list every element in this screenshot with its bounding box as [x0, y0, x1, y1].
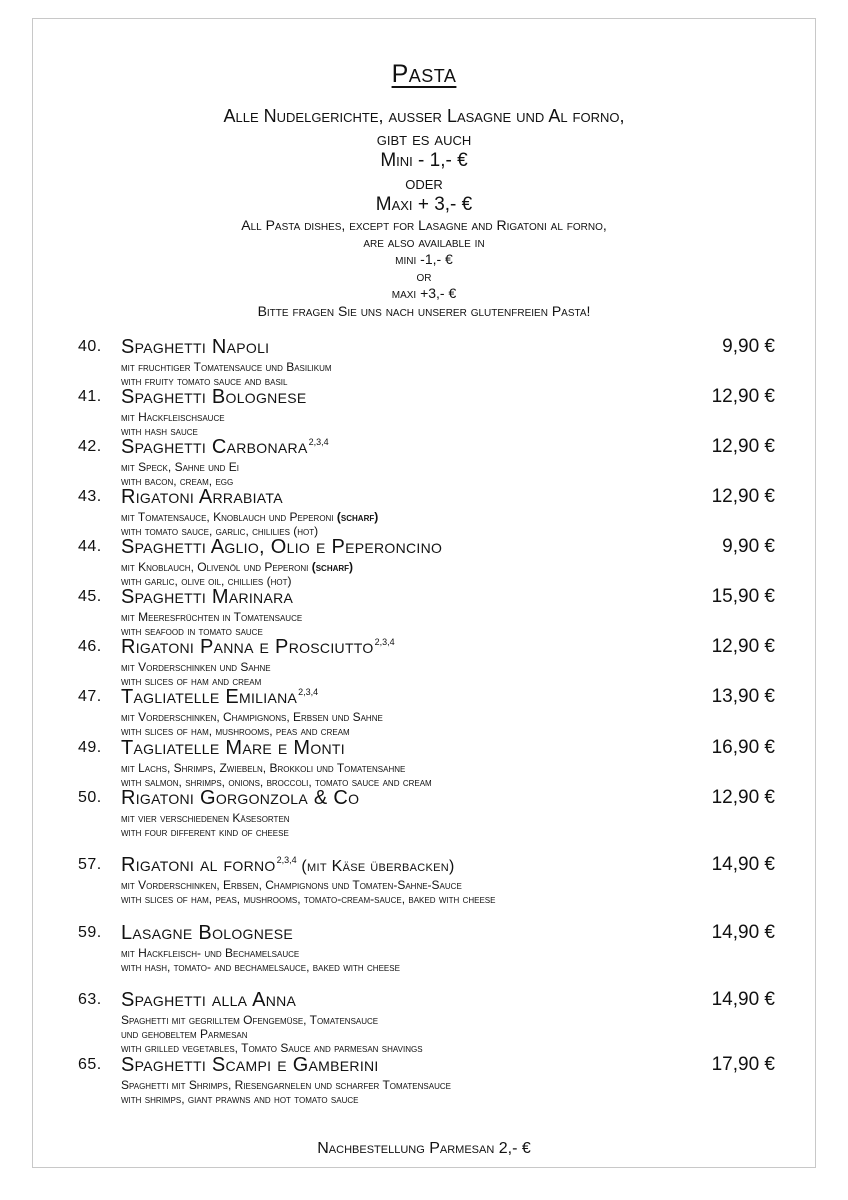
item-price: 16,90 €	[711, 737, 775, 758]
item-name-text: Spaghetti Scampi e Gamberini	[121, 1054, 379, 1076]
item-number: 43.	[78, 488, 102, 505]
item-name	[121, 989, 296, 1012]
item-name	[121, 636, 395, 659]
item-number: 59.	[78, 924, 102, 941]
item-name	[121, 737, 345, 760]
item-price: 9,90 €	[722, 336, 775, 357]
item-description	[121, 878, 462, 892]
item-price: 14,90 €	[711, 854, 775, 875]
footer-note: Nachbestellung Parmesan 2,- €	[317, 1140, 531, 1157]
item-description	[121, 410, 225, 424]
item-description	[121, 1041, 423, 1055]
item-price: 12,90 €	[711, 787, 775, 808]
item-description	[121, 1013, 378, 1027]
item-name-text: Rigatoni al forno	[121, 854, 276, 876]
item-description-text: mit Vorderschinken und Sahne	[121, 660, 271, 674]
item-number: 41.	[78, 388, 102, 405]
item-number: 46.	[78, 638, 102, 655]
item-number: 47.	[78, 688, 102, 705]
item-name-text: Tagliatelle Emiliana	[121, 686, 298, 708]
intro-en-line-2: are also available in	[363, 234, 485, 250]
item-name-text: Rigatoni Arrabiata	[121, 486, 283, 508]
item-price: 14,90 €	[711, 989, 775, 1010]
item-name-text: Spaghetti Marinara	[121, 586, 294, 608]
allergen-codes: 2,3,4	[308, 437, 329, 448]
item-description	[121, 811, 290, 825]
item-name	[121, 536, 442, 559]
item-number: 45.	[78, 588, 102, 605]
intro-de-line-2: gibt es auch	[376, 129, 472, 149]
intro-or: or	[416, 268, 432, 284]
intro-en-line-1: All Pasta dishes, except for Lasagne and Rigatoni al forno,	[241, 217, 607, 233]
item-description	[121, 510, 378, 524]
item-name	[121, 1054, 379, 1077]
item-description-text: Spaghetti mit gegrilltem Ofengemüse, Tomatensauce	[121, 1013, 379, 1027]
item-number: 42.	[78, 438, 102, 455]
item-description-text: und gehobeltem Parmesan	[121, 1027, 248, 1041]
item-description-text: with fruity tomato sauce and basil	[121, 374, 288, 388]
allergen-codes: 2,3,4	[276, 855, 297, 866]
item-number: 57.	[78, 856, 102, 873]
item-description	[121, 660, 271, 674]
item-name	[121, 922, 293, 945]
item-description-text: with slices of ham, peas, mushrooms, tomato-cream-sauce, baked with cheese	[121, 892, 496, 906]
item-name-text: Rigatoni Gorgonzola & Co	[121, 787, 360, 809]
item-price: 12,90 €	[711, 386, 775, 407]
item-description-text: with tomato sauce, garlic, chililies (hot)	[121, 524, 319, 538]
intro-mini-de: Mini - 1,- €	[380, 150, 468, 171]
item-description	[121, 1027, 248, 1041]
item-description-text: mit Knoblauch, Olivenöl und Peperoni	[121, 560, 309, 574]
item-description-text: with slices of ham and cream	[121, 674, 262, 688]
item-description-text: with grilled vegetables, Tomato Sauce and parmesan shavings	[121, 1041, 423, 1055]
page-title: Pasta	[391, 60, 457, 88]
item-name-text: Spaghetti Bolognese	[121, 386, 307, 408]
item-price: 17,90 €	[711, 1054, 775, 1075]
item-description	[121, 825, 289, 839]
item-description	[121, 360, 332, 374]
item-description-text: with shrimps, giant prawns and hot tomato sauce	[121, 1092, 359, 1106]
item-name-text: Spaghetti Carbonara	[121, 436, 308, 458]
item-number: 44.	[78, 538, 102, 555]
item-description-text: mit Tomatensauce, Knoblauch und Peperoni	[121, 510, 334, 524]
item-description	[121, 1092, 359, 1106]
item-name-note: (mit Käse überbacken)	[296, 858, 455, 875]
item-description	[121, 892, 495, 906]
item-name	[121, 336, 269, 359]
item-description	[121, 610, 302, 624]
item-description	[121, 560, 353, 574]
item-name	[121, 787, 359, 810]
intro-de-line-1: Alle Nudelgerichte, ausser Lasagne und Al forno,	[223, 106, 625, 126]
item-number: 65.	[78, 1056, 102, 1073]
item-description-text: with four different kind of cheese	[121, 825, 289, 839]
item-description-text: mit Hackfleischsauce	[121, 410, 225, 424]
intro-oder: oder	[405, 173, 443, 193]
item-price: 14,90 €	[711, 922, 775, 943]
item-description	[121, 960, 400, 974]
item-description-text: mit Vorderschinken, Erbsen, Champignons und Tomaten-Sahne-Sauce	[121, 878, 462, 892]
item-description	[121, 946, 299, 960]
item-name	[121, 436, 329, 459]
item-name-text: Spaghetti alla Anna	[121, 989, 297, 1011]
allergen-codes: 2,3,4	[374, 637, 395, 648]
item-name-text: Spaghetti Napoli	[121, 336, 270, 358]
spicy-note: (scharf)	[336, 510, 379, 524]
intro-mini-en: mini -1,- €	[395, 251, 453, 267]
item-description-text: with hash, tomato- and bechamelsauce, baked with cheese	[121, 960, 400, 974]
item-description-text: mit Hackfleisch- und Bechamelsauce	[121, 946, 300, 960]
item-description-text: mit Lachs, Shrimps, Zwiebeln, Brokkoli und Tomatensahne	[121, 761, 406, 775]
item-description-text: mit Speck, Sahne und Ei	[121, 460, 240, 474]
item-description-text: with seafood in tomato sauce	[121, 624, 263, 638]
intro-maxi-de: Maxi + 3,- €	[375, 194, 473, 215]
item-name-text: Tagliatelle Mare e Monti	[121, 737, 345, 759]
item-description-text: with slices of ham, mushrooms, peas and cream	[121, 724, 350, 738]
item-number: 63.	[78, 991, 102, 1008]
item-description-text: with bacon, cream, egg	[121, 474, 234, 488]
item-description-text: mit fruchtiger Tomatensauce und Basilikum	[121, 360, 332, 374]
allergen-codes: 2,3,4	[298, 687, 319, 698]
item-price: 9,90 €	[722, 536, 775, 557]
item-price: 15,90 €	[711, 586, 775, 607]
item-description	[121, 761, 405, 775]
item-description-text: with garlic, olive oil, chillies (hot)	[121, 574, 292, 588]
item-description-text: with salmon, shrimps, onions, broccoli, tomato sauce and cream	[121, 775, 432, 789]
item-description-text: with hash sauce	[121, 424, 198, 438]
item-price: 12,90 €	[711, 436, 775, 457]
item-description	[121, 460, 239, 474]
item-name	[121, 854, 455, 877]
item-name-text: Rigatoni Panna e Prosciutto	[121, 636, 374, 658]
item-name	[121, 486, 283, 509]
item-description	[121, 1078, 451, 1092]
item-description-text: mit Vorderschinken, Champignons, Erbsen und Sahne	[121, 710, 383, 724]
item-price: 12,90 €	[711, 486, 775, 507]
intro-gluten-note: Bitte fragen Sie uns nach unserer glutenfreien Pasta!	[257, 303, 591, 319]
item-number: 50.	[78, 789, 102, 806]
item-name-text: Lasagne Bolognese	[121, 922, 294, 944]
item-description-text: Spaghetti mit Shrimps, Riesengarnelen und scharfer Tomatensauce	[121, 1078, 451, 1092]
item-description	[121, 724, 350, 738]
item-name	[121, 386, 306, 409]
intro-maxi-en: maxi +3,- €	[391, 285, 457, 301]
item-name	[121, 686, 318, 709]
item-description-text: mit Meeresfrüchten in Tomatensauce	[121, 610, 303, 624]
spicy-note: (scharf)	[311, 560, 354, 574]
item-price: 13,90 €	[711, 686, 775, 707]
item-name	[121, 586, 293, 609]
item-number: 49.	[78, 739, 102, 756]
item-number: 40.	[78, 338, 102, 355]
item-name-text: Spaghetti Aglio, Olio e Peperoncino	[121, 536, 443, 558]
item-description-text: mit vier verschiedenen Käsesorten	[121, 811, 290, 825]
item-description	[121, 710, 383, 724]
item-price: 12,90 €	[711, 636, 775, 657]
